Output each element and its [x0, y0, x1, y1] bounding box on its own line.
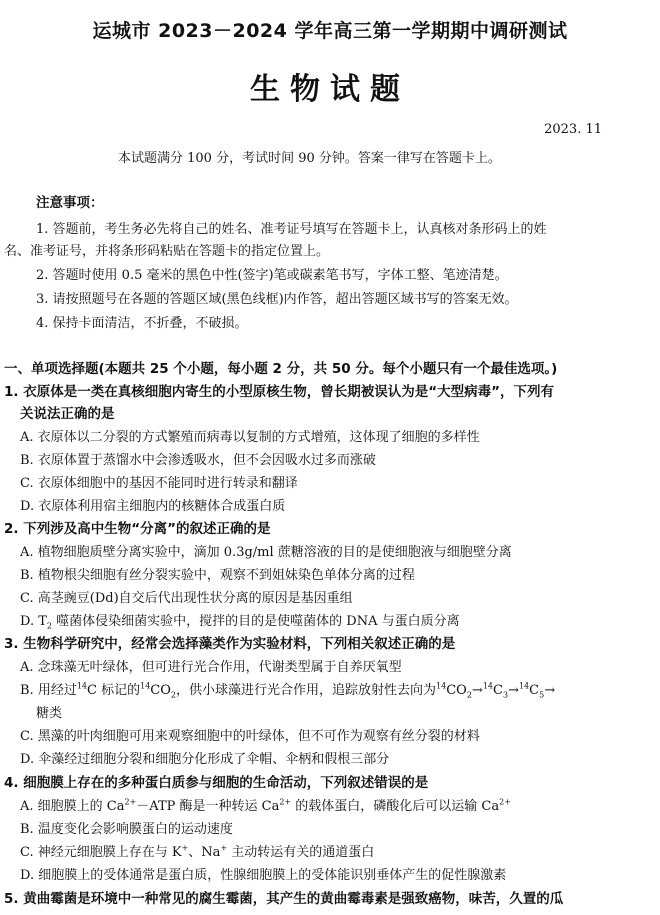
question-1-option-c: C. 衣原体细胞中的基因不能同时进行转录和翻译 — [20, 476, 298, 491]
question-4-option-c: C. 神经元细胞膜上存在与 K+、Na+ 主动转运有关的通道蛋白 — [20, 843, 375, 860]
question-3-option-b-cont: 糖类 — [36, 706, 63, 721]
question-1-stem-cont: 关说法正确的是 — [20, 406, 115, 422]
notice-line: 2. 答题时使用 0.5 毫米的黑色中性(签字)笔或碳素笔书写，字体工整、笔迹清楚。 — [36, 268, 508, 283]
exam-date: 2023. 11 — [544, 122, 602, 137]
question-3-stem: 3. 生物科学研究中，经常会选择藻类作为实验材料，下列相关叙述正确的是 — [4, 636, 456, 652]
notice-line: 1. 答题前，考生务必先将自己的姓名、准考证号填写在答题卡上，认真核对条形码上的姓 — [36, 222, 547, 237]
question-4-stem: 4. 细胞膜上存在的多种蛋白质参与细胞的生命活动，下列叙述错误的是 — [4, 775, 429, 791]
exam-intro: 本试题满分 100 分，考试时间 90 分钟。答案一律写在答题卡上。 — [118, 151, 501, 166]
notice-line: 名、准考证号，并将条形码粘贴在答题卡的指定位置上。 — [4, 244, 330, 259]
question-1-option-b: B. 衣原体置于蒸馏水中会渗透吸水，但不会因吸水过多而涨破 — [20, 453, 376, 468]
question-2-stem: 2. 下列涉及高中生物“分离”的叙述正确的是 — [4, 521, 271, 537]
question-1-option-d: D. 衣原体利用宿主细胞内的核糖体合成蛋白质 — [20, 499, 286, 514]
notice-line: 4. 保持卡面清洁，不折叠，不破损。 — [36, 316, 248, 331]
exam-subtitle: 生物试题 — [250, 72, 410, 107]
question-4-option-a: A. 细胞膜上的 $Ca^{2+}-ATP$ 酶是一种转运 $Ca^{2+}$ 的载体蛋白，磷酸化后可以运输 $Ca^{2+}$ — [20, 797, 511, 814]
notice-title: 注意事项： — [36, 195, 104, 211]
question-3-option-c: C. 黑藻的叶肉细胞可用来观察细胞中的叶绿体，但不可作为观察有丝分裂的材料 — [20, 729, 480, 744]
question-4-option-d: D. 细胞膜上的受体通常是蛋白质，性腺细胞膜上的受体能识别垂体产生的促性腺激素 — [20, 868, 507, 883]
exam-title: 运城市 2023－2024 学年高三第一学期期中调研测试 — [92, 20, 568, 42]
question-2-option-d: D. $T_2$ 噬菌体侵染细菌实验中，搅拌的目的是使噬菌体的 DNA 与蛋白质分离 — [20, 614, 460, 631]
notice-line: 3. 请按照题号在各题的答题区域(黑色线框)内作答，超出答题区域书写的答案无效。 — [36, 292, 518, 307]
question-3-option-d: D. 伞藻经过细胞分裂和细胞分化形成了伞帽、伞柄和假根三部分 — [20, 752, 390, 767]
question-2-option-c: C. 高茎豌豆(Dd)自交后代出现性状分离的原因是基因重组 — [20, 591, 353, 606]
section-heading: 一、单项选择题(本题共 25 个小题，每小题 2 分，共 50 分。每个小题只有一个最佳选项。) — [4, 361, 558, 377]
question-2-option-a: A. 植物细胞质壁分离实验中，滴加 0.3g/ml 蔗糖溶液的目的是使细胞液与细胞壁分离 — [20, 545, 512, 560]
question-4-option-b: B. 温度变化会影响膜蛋白的运动速度 — [20, 822, 233, 837]
question-1-stem: 1. 衣原体是一类在真核细胞内寄生的小型原核生物，曾长期被误认为是“大型病毒”，下列有 — [4, 384, 554, 400]
question-3-option-b: B. 用经过$^{14}$C 标记的$^{14}CO_2$，供小球藻进行光合作用，追踪放射性去向为$^{14}CO_2\to^{14}C_3\to^{14}C_5\to$ — [20, 681, 556, 700]
question-1-option-a: A. 衣原体以二分裂的方式繁殖而病毒以复制的方式增殖，这体现了细胞的多样性 — [20, 430, 480, 445]
question-2-option-b: B. 植物根尖细胞有丝分裂实验中，观察不到姐妹染色单体分离的过程 — [20, 568, 415, 583]
question-3-option-a: A. 念珠藻无叶绿体，但可进行光合作用，代谢类型属于自养厌氧型 — [20, 660, 402, 675]
question-5-stem: 5. 黄曲霉菌是环境中一种常见的腐生霉菌，其产生的黄曲霉毒素是强致癌物，味苦，久置的瓜 — [4, 891, 564, 907]
